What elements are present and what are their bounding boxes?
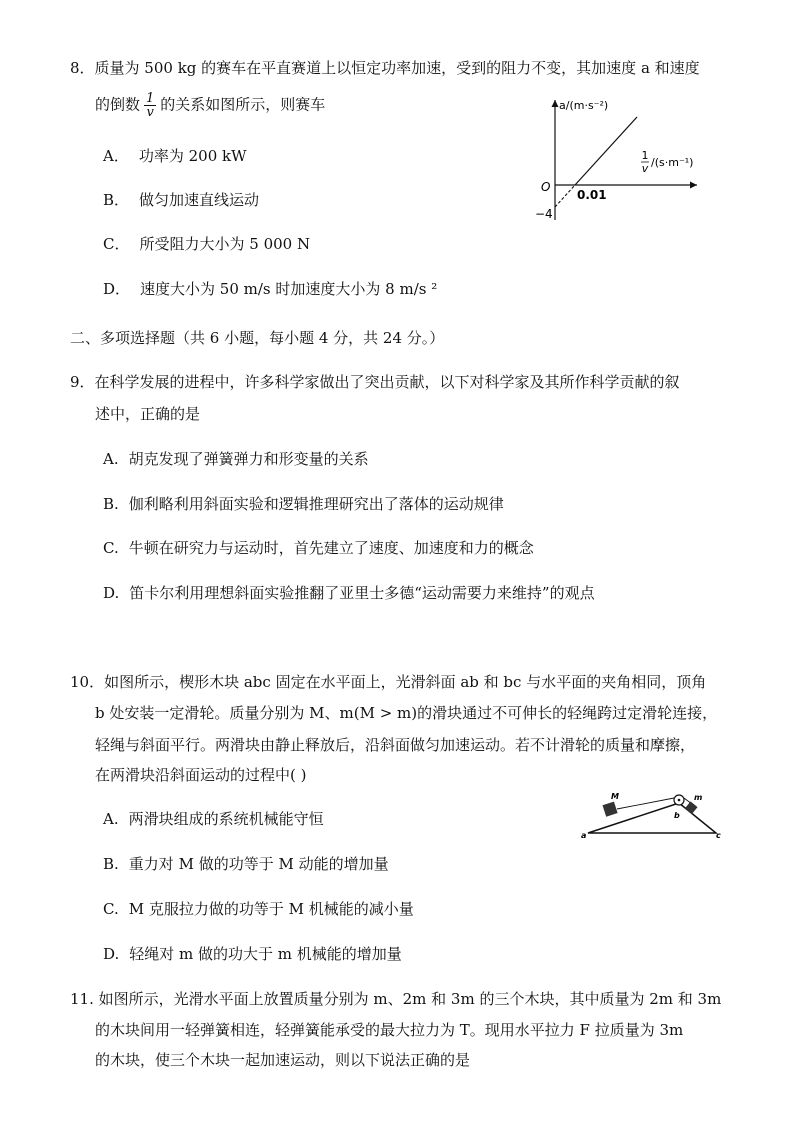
q8-fraction — [144, 92, 156, 119]
option-label: C. — [103, 539, 119, 557]
option-label: A. — [103, 450, 119, 468]
y-tick-label: −4 — [535, 207, 553, 221]
option-text: 做匀加速直线运动 — [139, 191, 260, 209]
option-label: A． — [103, 147, 129, 165]
q9-option-a — [103, 449, 369, 469]
q9-option-d — [103, 583, 595, 603]
option-label: A. — [103, 810, 119, 828]
block-m — [685, 801, 698, 814]
option-text: 轻绳对 m 做的功大于 m 机械能的增加量 — [129, 945, 402, 963]
section-2-heading: 二、多项选择题（共 6 小题，每小题 4 分，共 24 分。） — [70, 329, 445, 347]
x-axis-label-den: v — [641, 162, 649, 175]
x-axis-label-unit: /(s·m⁻¹) — [651, 156, 694, 169]
q9-option-c — [103, 538, 534, 558]
q10-line1: 10．如图所示，楔形木块 abc 固定在水平面上，光滑斜面 ab 和 bc 与水平面的夹角相同，顶角 — [70, 673, 707, 691]
label-c: c — [716, 831, 721, 840]
graph-line — [575, 117, 637, 185]
option-text: 笛卡尔利用理想斜面实验推翻了亚里士多德“运动需要力来维持”的观点 — [129, 584, 595, 602]
option-text: 所受阻力大小为 5 000 N — [139, 235, 311, 253]
option-label: B. — [103, 855, 119, 873]
q10-line3: 轻绳与斜面平行。两滑块由静止释放后，沿斜面做匀加速运动。若不计滑轮的质量和摩擦， — [95, 736, 696, 754]
y-axis-label: a/(m·s⁻²) — [559, 99, 609, 112]
fraction-denominator: v — [146, 105, 154, 120]
option-text: 牛顿在研究力与运动时，首先建立了速度、加速度和力的概念 — [128, 539, 534, 557]
option-label: B. — [103, 495, 119, 513]
option-text: 速度大小为 50 m/s 时加速度大小为 8 m/s ² — [140, 280, 438, 298]
option-text: 胡克发现了弹簧弹力和形变量的关系 — [128, 450, 369, 468]
q8-line2 — [95, 92, 325, 119]
block-M — [603, 802, 618, 817]
q8-option-d — [103, 279, 437, 299]
q11-line2: 的木块间用一轻弹簧相连，轻弹簧能承受的最大拉力为 T。现用水平拉力 F 拉质量为 3m — [95, 1021, 684, 1039]
label-m: m — [694, 793, 703, 802]
q11-line3: 的木块，使三个木块一起加速运动，则以下说法正确的是 — [95, 1051, 471, 1069]
option-label: C. — [103, 900, 119, 918]
option-label: B． — [103, 191, 130, 209]
label-b: b — [674, 811, 680, 820]
label-a: a — [581, 831, 587, 840]
option-label: D. — [103, 945, 120, 963]
q8-option-a — [103, 146, 247, 166]
q11-line1: 11. 如图所示，光滑水平面上放置质量分别为 m、2m 和 3m 的三个木块，其中质量为 2m 和 3m — [70, 990, 722, 1008]
q8-graph — [525, 95, 710, 230]
option-label: D. — [103, 584, 120, 602]
q10-option-d — [103, 944, 402, 964]
option-text: 两滑块组成的系统机械能守恒 — [128, 810, 324, 828]
q10-wedge-figure — [575, 790, 725, 840]
q9-line1: 9．在科学发展的进程中，许多科学家做出了突出贡献，以下对科学家及其所作科学贡献的叙 — [70, 373, 680, 391]
q8-option-c — [103, 234, 310, 254]
pulley-axle — [678, 799, 681, 802]
q10-line4: 在两滑块沿斜面运动的过程中( ) — [95, 766, 307, 784]
q8-option-b — [103, 190, 259, 210]
q8-line1: 8．质量为 500 kg 的赛车在平直赛道上以恒定功率加速，受到的阻力不变，其加速度 a 和速度 — [70, 59, 700, 77]
option-text: 重力对 M 做的功等于 M 动能的增加量 — [128, 855, 389, 873]
q8-line2-pre: 的倒数 — [95, 95, 141, 114]
x-tick-label: 0.01 — [577, 188, 607, 202]
option-label: C． — [103, 235, 130, 253]
fraction-numerator: 1 — [146, 91, 155, 106]
q10-option-c — [103, 899, 414, 919]
option-label: D． — [103, 280, 131, 298]
q9-option-b — [103, 494, 504, 514]
option-text: M 克服拉力做的功等于 M 机械能的减小量 — [128, 900, 414, 918]
origin-label: O — [541, 180, 551, 194]
q8-line2-post: 的关系如图所示，则赛车 — [160, 95, 326, 114]
graph-extension-dashed — [555, 185, 575, 207]
option-text: 伽利略利用斜面实验和逻辑推理研究出了落体的运动规律 — [128, 495, 504, 513]
label-M: M — [611, 792, 619, 801]
q10-option-a — [103, 809, 324, 829]
q9-line2: 述中，正确的是 — [95, 405, 201, 423]
x-axis-label-num: 1 — [641, 149, 649, 162]
q10-option-b — [103, 854, 389, 874]
q10-line2: b 处安装一定滑轮。质量分别为 M、m(M > m)的滑块通过不可伸长的轻绳跨过定滑轮连接， — [95, 704, 718, 722]
option-text: 功率为 200 kW — [138, 147, 247, 165]
